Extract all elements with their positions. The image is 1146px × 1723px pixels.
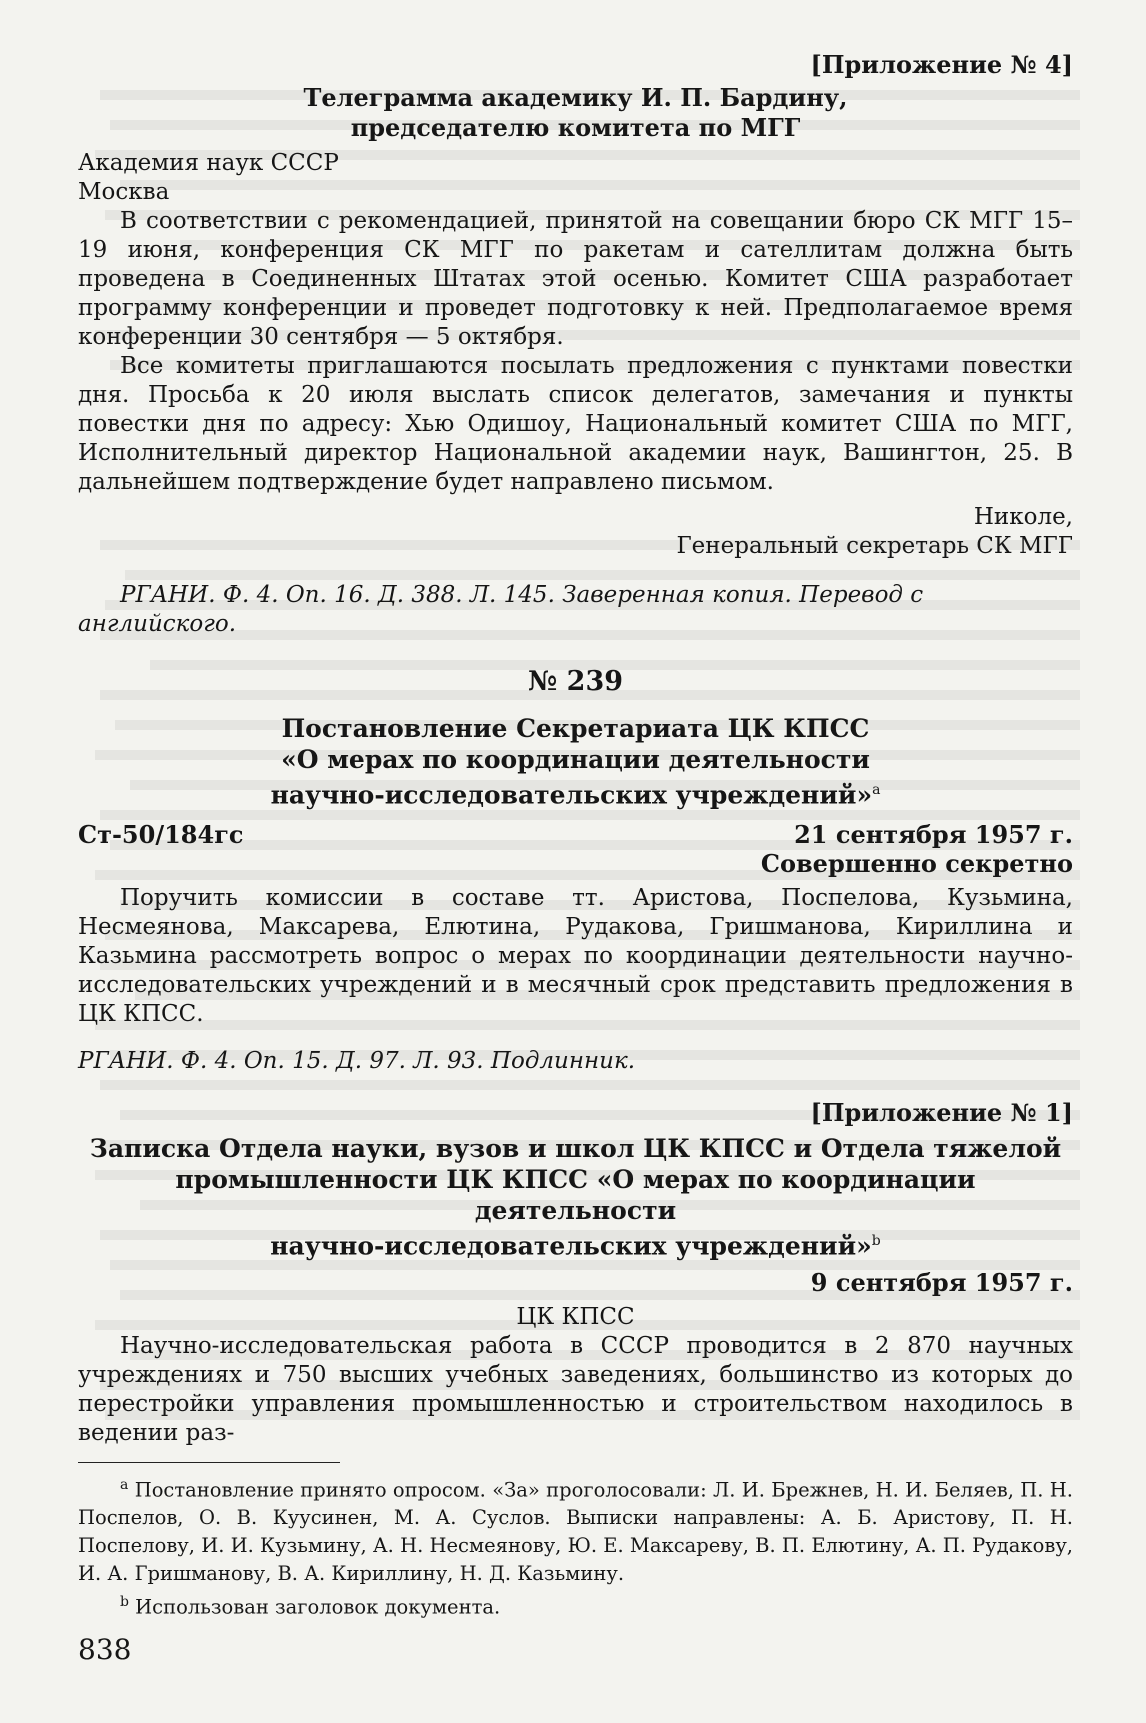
page-number: 838 (78, 1633, 132, 1666)
footnote-a-ref: а (872, 782, 881, 798)
appendix-1-title-line3 (78, 1226, 1073, 1261)
document-239-source: РГАНИ. Ф. 4. Оп. 15. Д. 97. Л. 93. Подлинник. (78, 1048, 636, 1075)
appendix-1-title (78, 1133, 1073, 1261)
document-239-title-line3-text: научно-исследовательских учреждений» (270, 780, 873, 810)
footnote-divider (78, 1462, 340, 1463)
appendix-4-title-line1: Телеграмма академику И. П. Бардину, (303, 83, 848, 112)
appendix-1-title-line1: Записка Отдела науки, вузов и школ ЦК КПСС и Отдела тяжелой (89, 1134, 1062, 1164)
appendix-1-label: [Приложение № 1] (810, 1098, 1073, 1128)
document-date: 21 сентября 1957 г. (794, 820, 1073, 850)
footnote-b-text: Использован заголовок документа. (135, 1595, 501, 1619)
footnote-a-mark: а (120, 1476, 129, 1493)
addressee-line2: Москва (78, 179, 170, 205)
document-239-meta-row (78, 820, 1073, 849)
appendix-4-source: РГАНИ. Ф. 4. Оп. 16. Д. 388. Л. 145. Заверенная копия. Перевод с английского. (78, 582, 924, 637)
appendix-1-title-line3-text: научно-исследовательских учреждений» (270, 1231, 872, 1261)
appendix-4-title-line2: председателю комитета по МГГ (350, 113, 801, 142)
telegram-paragraph-1: В соответствии с рекомендацией, принятой на совещании бюро СК МГГ 15–19 июня, конференция СК МГГ по ракетам и сателлитам должна быть проведена в Соединенных Штатах этой осенью. Комитет США разработает программу конференции и проведет подготовку к ней. Предполагаемое время конференции 30 сентября — 5 октября. (78, 208, 1073, 350)
addressee-line1: Академия наук СССР (78, 150, 339, 176)
appendix-1-paragraph: Научно-исследовательская работа в СССР проводится в 2 870 научных учреждениях и 750 высших учебных заведениях, большинство из которых до перестройки управления промышленностью и строительством находилось в ведении раз- (78, 1332, 1073, 1446)
appendix-4-label: [Приложение № 4] (810, 50, 1073, 79)
footnote-b (78, 1588, 1073, 1622)
document-239-section (78, 665, 1073, 1076)
page-content (78, 50, 1073, 1622)
appendix-1-date: 9 сентября 1957 г. (810, 1267, 1073, 1297)
document-number: № 239 (527, 666, 624, 697)
signature-name: Николе, (973, 504, 1073, 530)
appendix-1-addressee: ЦК КПСС (516, 1303, 635, 1330)
document-239-title-line2: «О мерах по координации деятельности (281, 745, 870, 774)
footnote-b-mark: b (120, 1594, 129, 1611)
document-239-title (78, 713, 1073, 810)
appendix-1-title-line2: промышленности ЦК КПСС «О мерах по координации деятельности (175, 1165, 976, 1226)
document-239-title-line3 (78, 775, 1073, 810)
appendix-1-section (78, 1098, 1073, 1447)
footnote-a (78, 1471, 1073, 1589)
document-239-paragraph: Поручить комиссии в составе тт. Аристова, Поспелова, Кузьмина, Несмеянова, Максарева, Елютина, Рудакова, Гришманова, Кириллина и Казьмина рассмотреть вопрос о мерах по координации деятельности научно-исследовательских учреждений и в месячный срок представить предложения в ЦК КПСС. (78, 885, 1073, 1028)
footnote-a-text: Постановление принято опросом. «За» проголосовали: Л. И. Брежнев, Н. И. Беляев, П. Н. Поспелов, О. В. Куусинен, М. А. Суслов. Выписки направлены: А. Б. Аристову, П. Н. Поспелову, И. И. Кузьмину, А. Н. Несмеянову, Ю. Е. Максареву, В. П. Елютину, А. П. Рудакову, И. А. Гришманову, В. А. Кириллину, Н. Д. Казьмину. (78, 1478, 1074, 1586)
footnote-b-ref: b (871, 1233, 881, 1250)
classification-stamp: Совершенно секретно (760, 849, 1073, 879)
appendix-4-section (78, 50, 1073, 639)
footnotes (78, 1471, 1073, 1622)
document-239-title-line1: Постановление Секретариата ЦК КПСС (281, 714, 870, 743)
document-reference: Ст-50/184гс (78, 820, 244, 850)
telegram-paragraph-2: Все комитеты приглашаются посылать предложения с пунктами повестки дня. Просьба к 20 июля выслать список делегатов, замечания и пункты повестки дня по адресу: Хью Одишоу, Национальный комитет США по МГГ, Исполнительный директор Национальной академии наук, Вашингтон, 25. В дальнейшем подтверждение будет направлено письмом. (78, 353, 1073, 495)
signature-title: Генеральный секретарь СК МГГ (676, 533, 1073, 559)
